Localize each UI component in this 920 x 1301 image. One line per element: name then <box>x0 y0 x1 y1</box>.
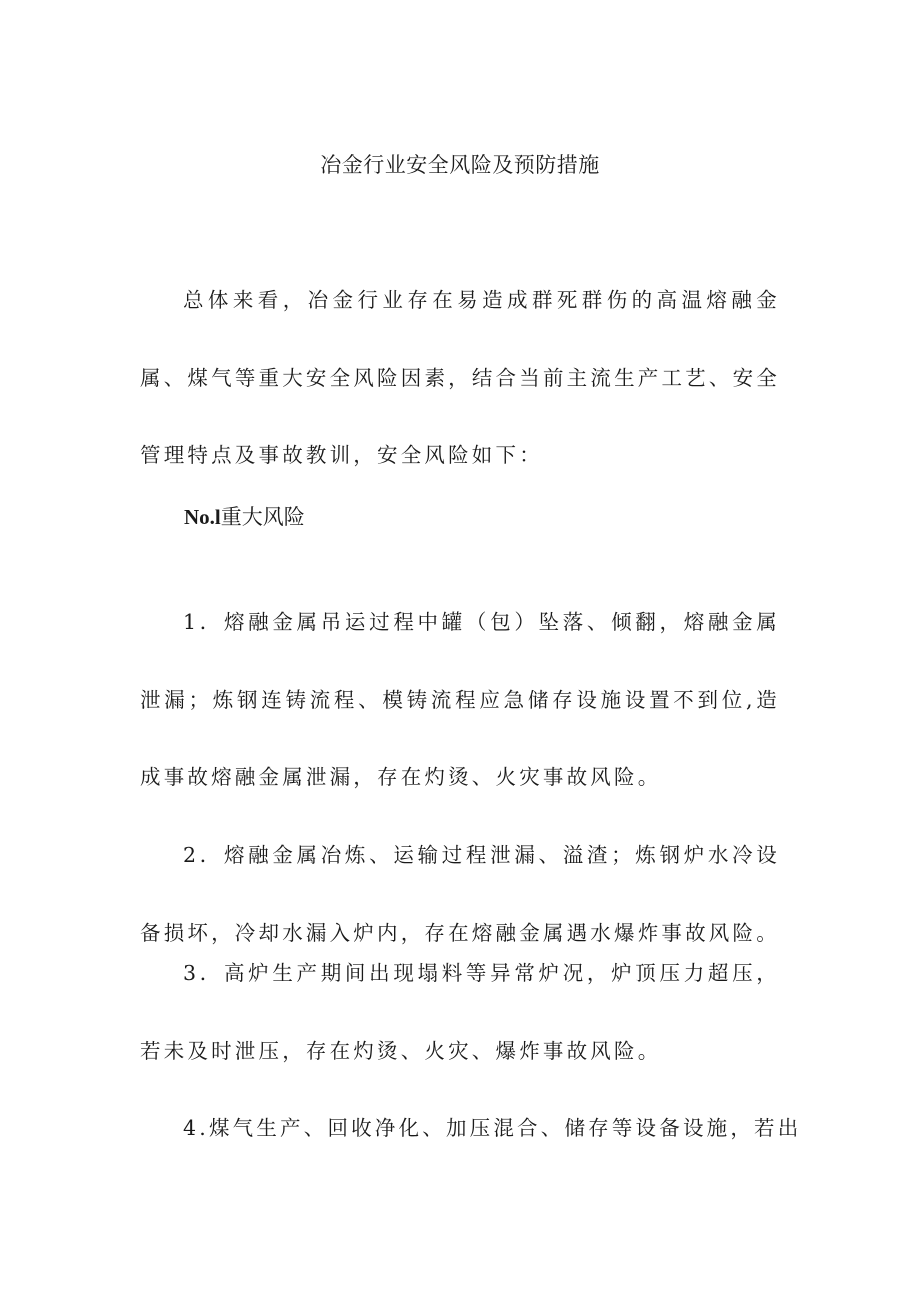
risk-item-1: 1．熔融金属吊运过程中罐（包）坠落、倾翻，熔融金属泄漏；炼钢连铸流程、模铸流程应急储存设施设置不到位,造成事故熔融金属泄漏，存在灼烫、火灾事故风险。 <box>140 610 780 789</box>
risk-item-2: 2．熔融金属冶炼、运输过程泄漏、溢渣；炼钢炉水冷设备损坏，冷却水漏入炉内，存在熔融金属遇水爆炸事故风险。 <box>140 843 780 945</box>
risk-item-4: 4.煤气生产、回收净化、加压混合、储存等设备设施，若出 <box>183 1116 802 1140</box>
section-heading <box>184 502 305 532</box>
section-heading-number: No.l <box>184 505 221 529</box>
document-title: 冶金行业安全风险及预防措施 <box>320 153 600 177</box>
intro-paragraph: 总体来看，冶金行业存在易造成群死群伤的高温熔融金属、煤气等重大安全风险因素，结合当前主流生产工艺、安全管理特点及事故教训，安全风险如下： <box>140 288 780 467</box>
risk-item-3: 3．高炉生产期间出现塌料等异常炉况，炉顶压力超压，若未及时泄压，存在灼烫、火灾、爆炸事故风险。 <box>140 961 780 1063</box>
section-heading-text: 重大风险 <box>220 505 305 529</box>
